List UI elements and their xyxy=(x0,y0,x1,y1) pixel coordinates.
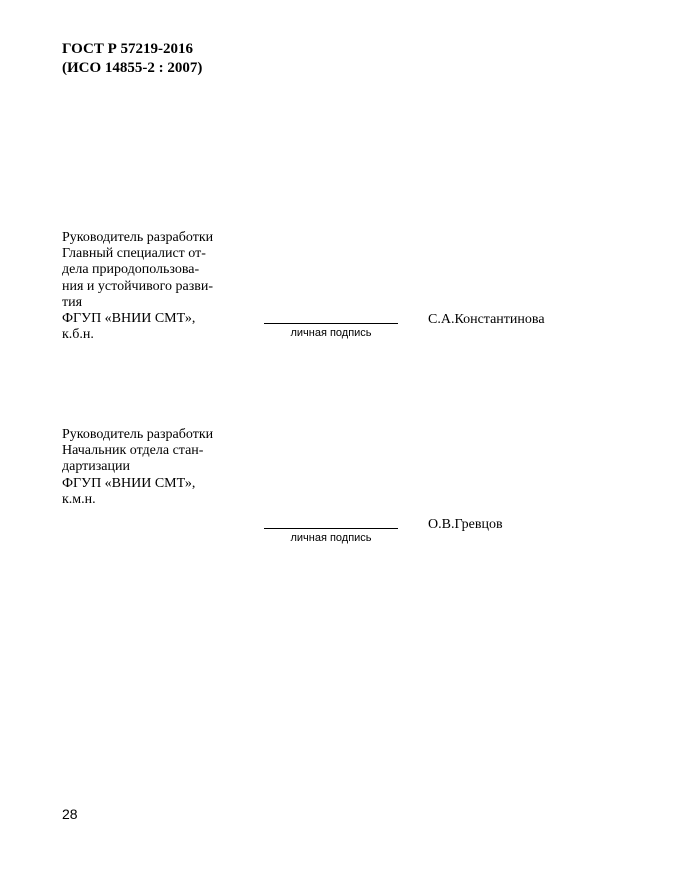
role-line: ФГУП «ВНИИ СМТ», xyxy=(62,311,196,327)
role-line: ния и устойчивого разви- xyxy=(62,278,214,294)
role-line: Руководитель разработки xyxy=(62,230,214,245)
role-line: ФГУП «ВНИИ СМТ», xyxy=(62,475,196,491)
signature-caption: личная подпись xyxy=(290,327,372,339)
signature-line xyxy=(264,323,398,324)
role-line: Начальник отдела стан- xyxy=(62,443,204,459)
signatory-role-block xyxy=(62,230,242,343)
signatory-name: С.А.Константинова xyxy=(428,312,545,327)
role-line: к.б.н. xyxy=(62,327,94,343)
signatory-name: О.В.Гревцов xyxy=(428,517,503,532)
standard-designation: ГОСТ Р 57219-2016 xyxy=(62,41,194,57)
signature-caption: личная подпись xyxy=(290,532,372,544)
signature-line xyxy=(264,528,398,529)
role-line: Главный специалист от- xyxy=(62,246,206,262)
role-line: дела природопользова- xyxy=(62,262,200,278)
document-header xyxy=(62,40,202,78)
role-line: к.м.н. xyxy=(62,491,96,507)
page-number: 28 xyxy=(62,806,78,822)
role-line: Руководитель разработки xyxy=(62,427,214,442)
role-line: дартизации xyxy=(62,459,130,475)
role-line: тия xyxy=(62,294,83,310)
iso-designation: (ИСО 14855-2 : 2007) xyxy=(62,60,203,76)
signatory-role-block xyxy=(62,427,242,508)
